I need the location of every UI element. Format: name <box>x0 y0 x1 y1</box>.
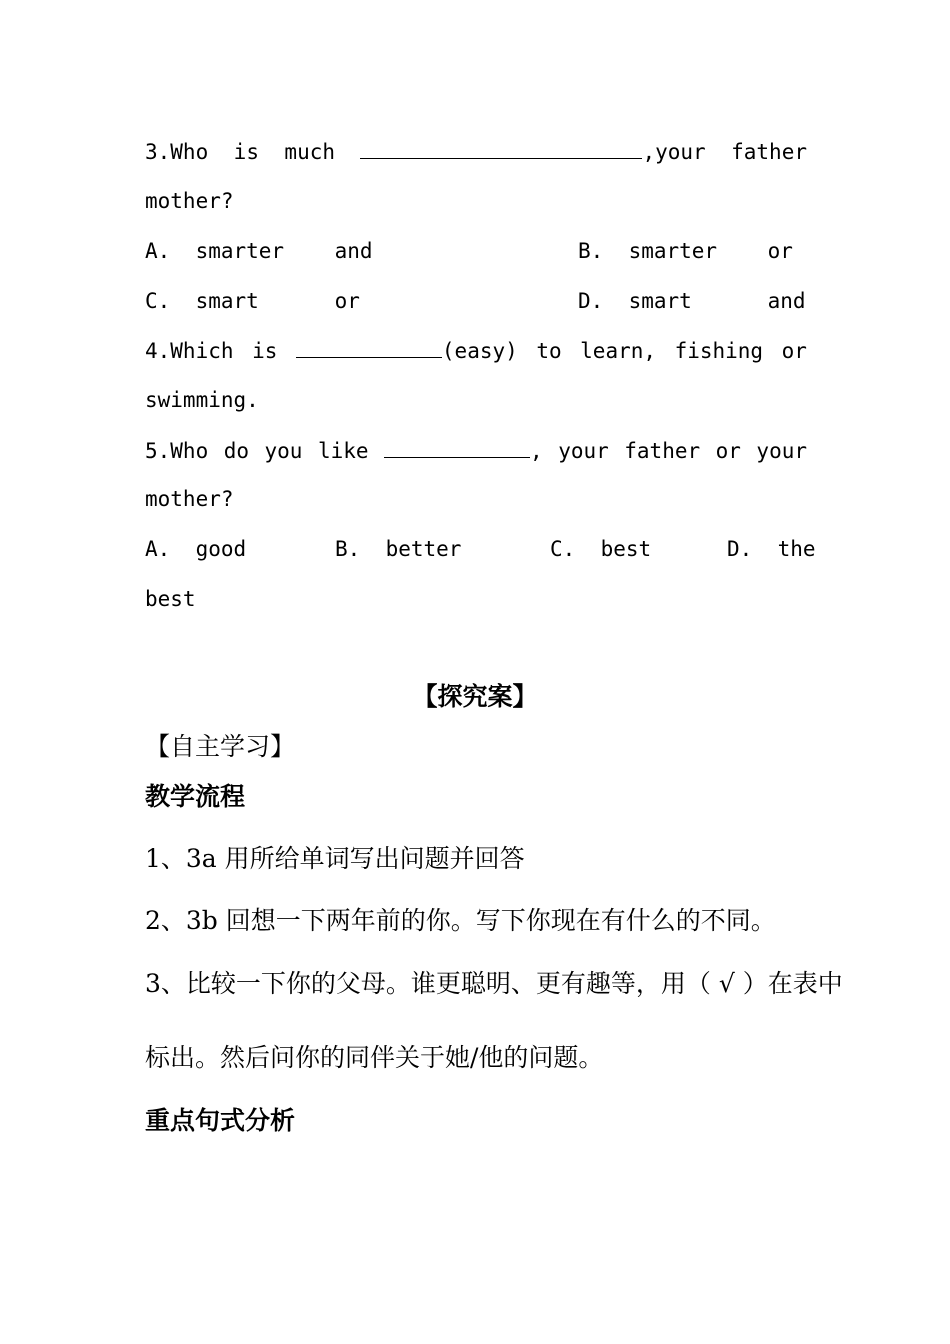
q5-word: like <box>317 439 369 463</box>
q5-word: or <box>715 439 741 463</box>
q4-word: learn, <box>580 339 657 363</box>
q3-word: much <box>284 140 335 164</box>
q3-word: 3.Who <box>145 140 209 164</box>
q4-word: (easy) <box>441 339 518 363</box>
q4-word: 4.Which <box>145 339 234 363</box>
q4-word: to <box>536 339 562 363</box>
q5-word: your <box>756 439 807 463</box>
step-2: 2、3b 回想一下两年前的你。写下你现在有什么的不同。 <box>145 906 776 935</box>
q3-option-a: A. smarter and <box>145 239 373 263</box>
question-3-line-2: mother? <box>145 189 234 213</box>
q3-word: ,your <box>642 140 706 164</box>
q5-option-a: A. good <box>145 537 247 561</box>
q4-word: is <box>252 339 278 363</box>
q5-option-d-continued: best <box>145 587 196 611</box>
section-title: 【探究案】 <box>412 682 538 711</box>
question-3-line-1 <box>145 136 807 166</box>
answer-blank[interactable] <box>384 435 530 458</box>
step-1: 1、3a 用所给单词写出问题并回答 <box>145 844 525 873</box>
question-4-line-1 <box>145 335 807 365</box>
answer-blank[interactable] <box>296 335 442 358</box>
question-5-line-1 <box>145 435 807 465</box>
q4-word: fishing <box>674 339 764 363</box>
step-3-line-1: 3、比较一下你的父母。谁更聪明、更有趣等，用（ √ ）在表中 <box>145 969 843 998</box>
q3-option-b: B. smarter or <box>578 239 793 263</box>
q3-option-d: D. smart and <box>578 289 806 313</box>
q5-word: father <box>624 439 701 463</box>
q5-word: 5.Who <box>145 439 209 463</box>
q5-word: you <box>264 439 303 463</box>
teaching-flow-heading: 教学流程 <box>145 782 246 811</box>
self-study-heading: 【自主学习】 <box>145 732 296 761</box>
key-sentence-heading: 重点句式分析 <box>145 1106 296 1135</box>
q3-word: is <box>233 140 259 164</box>
q3-word: father <box>731 140 807 164</box>
q5-option-c: C. best <box>550 537 652 561</box>
q5-word: , <box>530 439 543 463</box>
step-3-line-2: 标出。然后问你的同伴关于她/他的问题。 <box>145 1043 604 1072</box>
q4-word: or <box>781 339 807 363</box>
q5-option-b: B. better <box>335 537 462 561</box>
q5-option-d: D. the <box>727 537 816 561</box>
q5-word: do <box>223 439 250 463</box>
q5-word: your <box>558 439 609 463</box>
question-5-line-2: mother? <box>145 487 234 511</box>
question-4-line-2: swimming. <box>145 388 259 412</box>
q3-option-c: C. smart or <box>145 289 360 313</box>
answer-blank[interactable] <box>360 136 642 159</box>
